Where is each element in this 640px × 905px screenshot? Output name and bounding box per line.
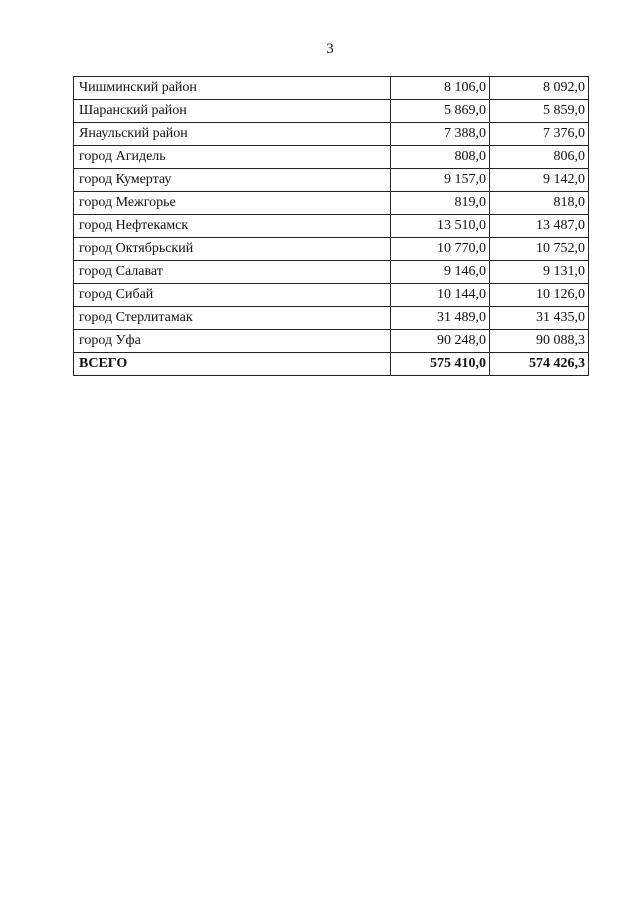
row-value-1-cell: 90 248,0 <box>391 330 490 353</box>
row-value-1-cell: 808,0 <box>391 146 490 169</box>
row-name-cell: город Кумертау <box>74 169 391 192</box>
row-value-1-cell: 7 388,0 <box>391 123 490 146</box>
table-row <box>74 169 589 192</box>
table-row <box>74 238 589 261</box>
table-body <box>74 77 589 376</box>
total-value-1-cell: 575 410,0 <box>391 353 490 376</box>
row-name-cell: город Салават <box>74 261 391 284</box>
row-value-2-cell: 10 126,0 <box>490 284 589 307</box>
table-row <box>74 330 589 353</box>
row-name-cell: Чишминский район <box>74 77 391 100</box>
row-value-1-cell: 8 106,0 <box>391 77 490 100</box>
row-value-1-cell: 13 510,0 <box>391 215 490 238</box>
row-value-2-cell: 9 131,0 <box>490 261 589 284</box>
row-value-2-cell: 9 142,0 <box>490 169 589 192</box>
table-row <box>74 123 589 146</box>
row-value-1-cell: 10 144,0 <box>391 284 490 307</box>
table-row <box>74 215 589 238</box>
row-name-cell: город Уфа <box>74 330 391 353</box>
row-value-1-cell: 31 489,0 <box>391 307 490 330</box>
row-value-1-cell: 5 869,0 <box>391 100 490 123</box>
row-name-cell: Шаранский район <box>74 100 391 123</box>
row-value-2-cell: 818,0 <box>490 192 589 215</box>
table-row <box>74 307 589 330</box>
row-value-1-cell: 819,0 <box>391 192 490 215</box>
total-row <box>74 353 589 376</box>
table-row <box>74 261 589 284</box>
table-row <box>74 100 589 123</box>
total-label-cell: ВСЕГО <box>74 353 391 376</box>
budget-table <box>73 76 589 376</box>
table-row <box>74 284 589 307</box>
table-row <box>74 146 589 169</box>
row-name-cell: город Стерлитамак <box>74 307 391 330</box>
total-value-2-cell: 574 426,3 <box>490 353 589 376</box>
row-value-1-cell: 10 770,0 <box>391 238 490 261</box>
table-row <box>74 192 589 215</box>
row-value-2-cell: 13 487,0 <box>490 215 589 238</box>
row-value-2-cell: 5 859,0 <box>490 100 589 123</box>
row-value-2-cell: 31 435,0 <box>490 307 589 330</box>
table-row <box>74 77 589 100</box>
row-value-2-cell: 806,0 <box>490 146 589 169</box>
row-name-cell: город Агидель <box>74 146 391 169</box>
page-number: 3 <box>326 41 334 57</box>
row-value-1-cell: 9 146,0 <box>391 261 490 284</box>
row-name-cell: Янаульский район <box>74 123 391 146</box>
row-name-cell: город Октябрьский <box>74 238 391 261</box>
row-value-2-cell: 90 088,3 <box>490 330 589 353</box>
row-value-2-cell: 7 376,0 <box>490 123 589 146</box>
row-name-cell: город Сибай <box>74 284 391 307</box>
row-name-cell: город Межгорье <box>74 192 391 215</box>
row-name-cell: город Нефтекамск <box>74 215 391 238</box>
row-value-1-cell: 9 157,0 <box>391 169 490 192</box>
row-value-2-cell: 8 092,0 <box>490 77 589 100</box>
row-value-2-cell: 10 752,0 <box>490 238 589 261</box>
